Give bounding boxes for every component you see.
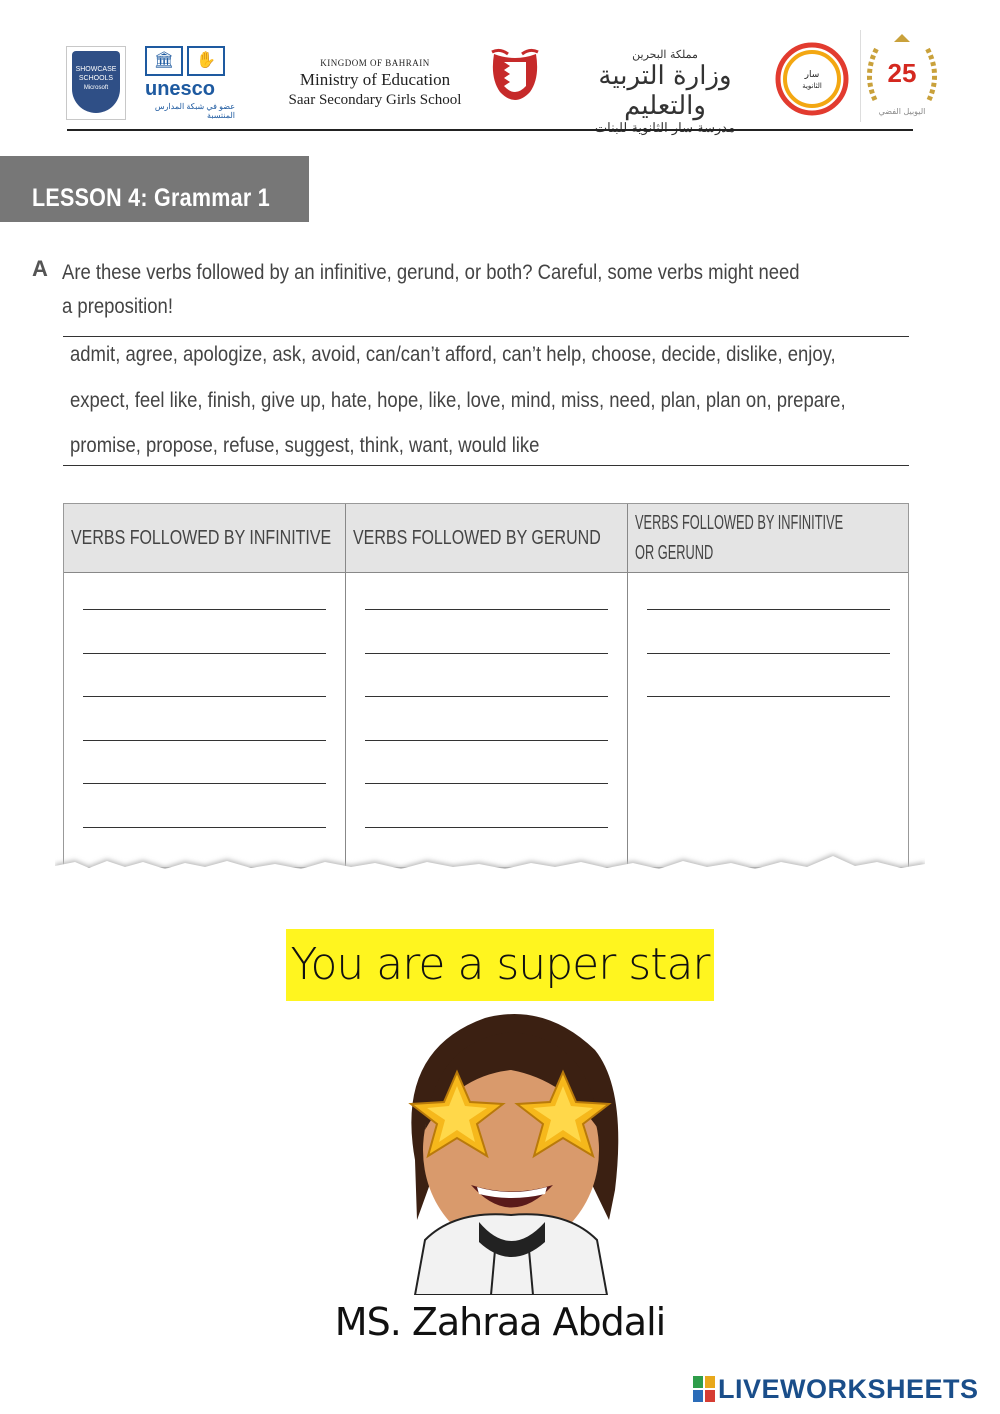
ministry-block [260,58,490,109]
table-header-row [64,504,908,573]
kingdom-label: KINGDOM OF BAHRAIN [320,58,430,68]
header-divider [67,129,913,131]
answer-blank-gerund-1[interactable] [365,609,608,610]
question-letter: A [32,256,48,281]
answer-blank-infinitive-6[interactable] [83,827,326,828]
column-divider-2 [627,504,628,867]
svg-text:سار: سار [804,70,820,80]
header-infinitive: VERBS FOLLOWED BY INFINITIVE [71,527,332,549]
answer-blank-infinitive-1[interactable] [83,609,326,610]
verb-table [63,503,909,868]
word-bank-top-rule [63,336,909,337]
unesco-word: unesco [145,78,216,100]
arabic-ministry: وزارة التربية والتعليم [598,61,732,121]
answer-blank-infinitive-3[interactable] [83,696,326,697]
bahrain-emblem-icon [490,48,540,106]
super-star-message: You are a super star [286,929,714,1001]
header-gerund: VERBS FOLLOWED BY GERUND [353,527,601,549]
answer-blank-both-2[interactable] [647,653,890,654]
unesco-sub: عضو في شبكة المدارس المنتسبة [154,102,235,120]
unesco-logo [145,46,235,126]
unesco-temple-icon: 🏛 [145,46,183,76]
arabic-ministry-block [565,48,765,136]
school-name: Saar Secondary Girls School [288,92,462,108]
answer-blank-infinitive-2[interactable] [83,653,326,654]
question-line-2: a preposition! [62,295,173,318]
answer-blank-both-1[interactable] [647,609,890,610]
svg-text:الثانوية: الثانوية [802,82,822,90]
question-line-1: Are these verbs followed by an infinitive, gerund, or both? Careful, some verbs might need [62,261,800,284]
ministry-name: Ministry of Education [299,70,451,89]
liveworksheets-brand[interactable] [693,1372,979,1406]
anniversary-logo [860,30,943,122]
school-header [60,40,940,132]
word-bank-bottom-rule [63,465,909,466]
arabic-kingdom: مملكة البحرين [632,48,698,61]
answer-blank-infinitive-5[interactable] [83,783,326,784]
answer-blank-gerund-2[interactable] [365,653,608,654]
header-both: VERBS FOLLOWED BY INFINITIVE OR GERUND [635,512,844,564]
svg-text:25: 25 [887,58,917,88]
showcase-shield: SHOWCASE SCHOOLS Microsoft [72,51,120,113]
teacher-avatar [395,1010,627,1295]
answer-blank-gerund-3[interactable] [365,696,608,697]
liveworksheets-icon [693,1376,715,1402]
word-bank-line-2: expect, feel like, finish, give up, hate, hope, like, love, mind, miss, need, plan, plan on, prepare, [70,389,846,412]
column-divider-1 [345,504,346,867]
lesson-banner [0,156,309,222]
answer-blank-both-3[interactable] [647,696,890,697]
svg-text:اليوبيل الفضي: اليوبيل الفضي [878,107,926,116]
answer-blank-infinitive-4[interactable] [83,740,326,741]
answer-blank-gerund-4[interactable] [365,740,608,741]
saar-school-logo [775,42,849,116]
answer-blank-gerund-6[interactable] [365,827,608,828]
teacher-name: MS. Zahraa Abdali [334,1300,666,1344]
showcase-schools-logo [66,46,126,120]
liveworksheets-wordmark: LIVEWORKSHEETS [718,1373,979,1404]
aspnet-icon: ✋ [187,46,225,76]
lesson-title: LESSON 4: Grammar 1 [32,184,270,212]
torn-paper-edge [55,846,925,886]
word-bank-line-3: promise, propose, refuse, suggest, think, want, would like [70,434,540,457]
answer-blank-gerund-5[interactable] [365,783,608,784]
question-text [62,256,922,324]
word-bank-line-1: admit, agree, apologize, ask, avoid, can/can’t afford, can’t help, choose, decide, dislike, enjoy, [70,343,836,366]
